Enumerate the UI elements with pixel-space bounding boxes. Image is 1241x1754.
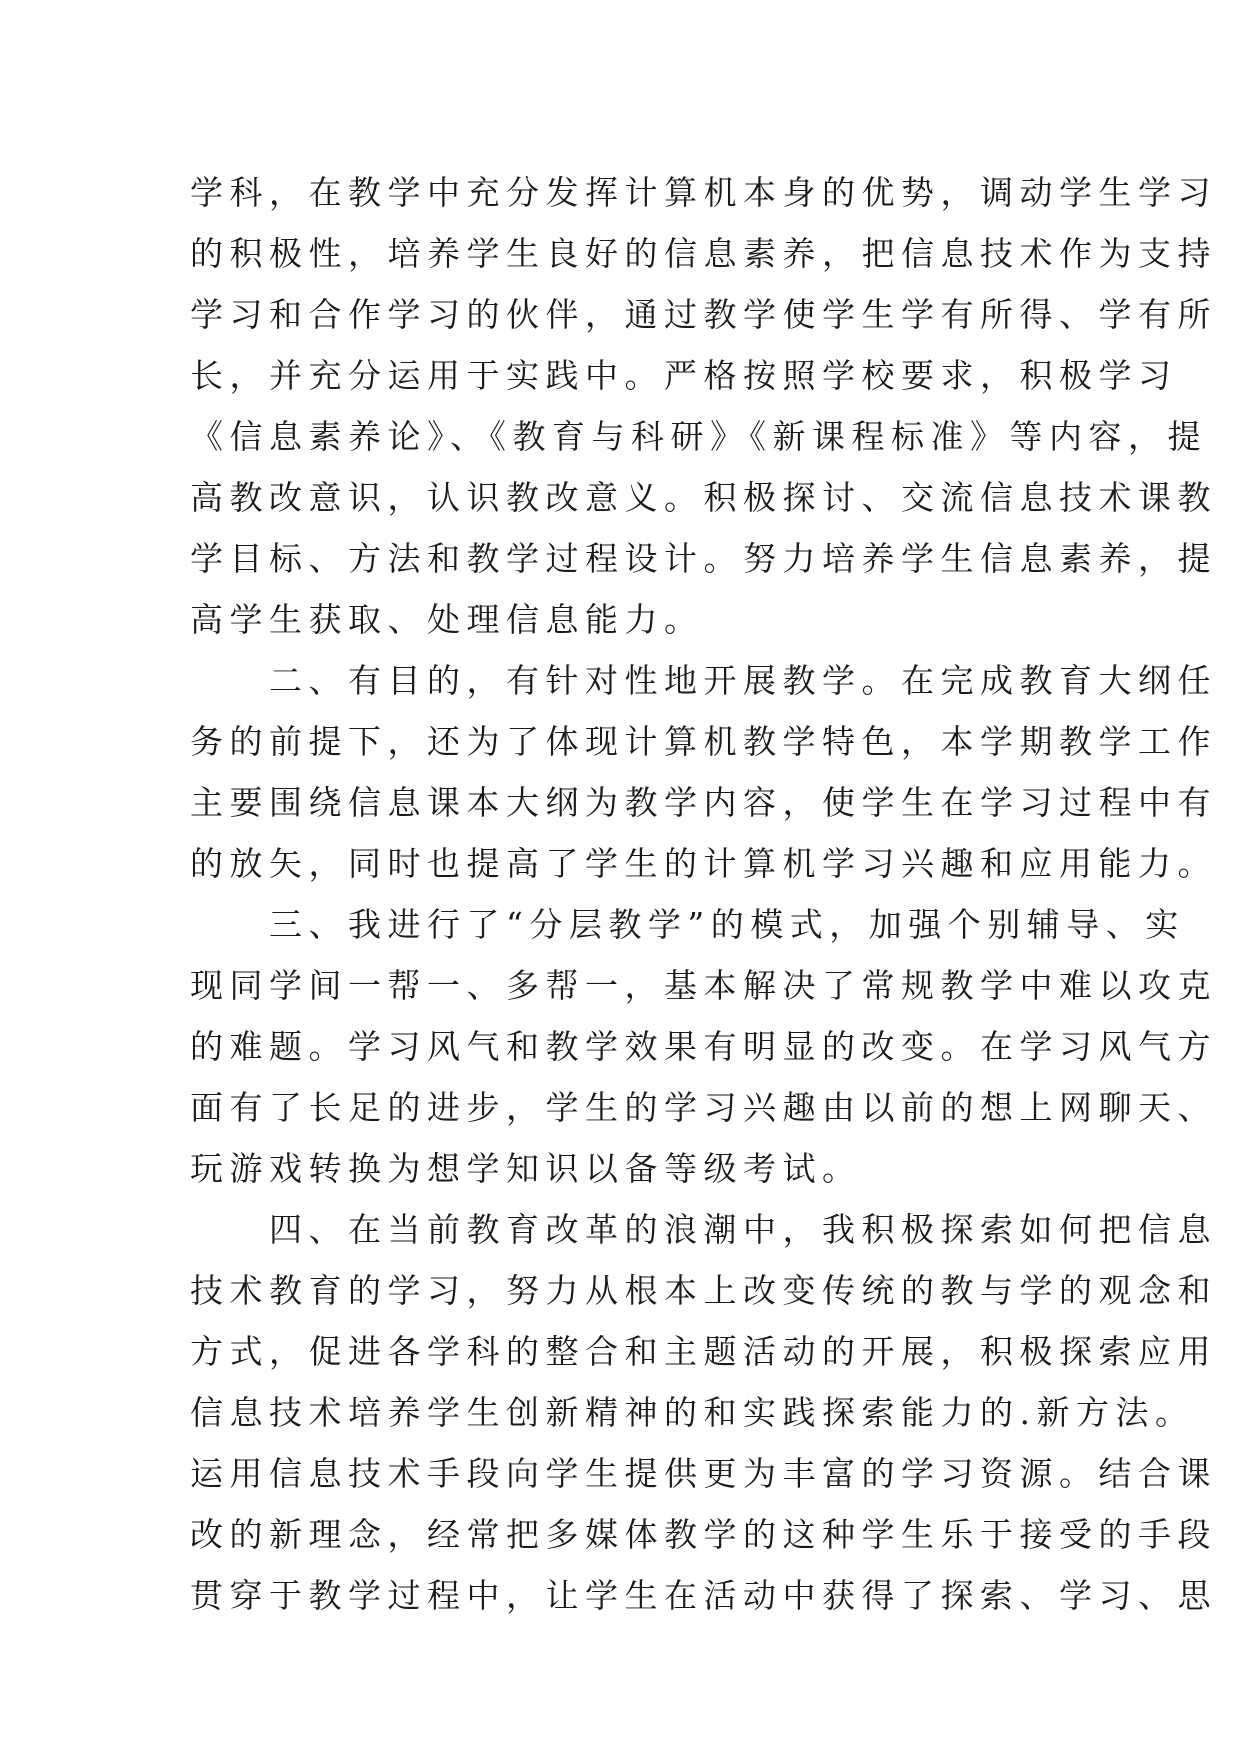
text-line: 学科，在教学中充分发挥计算机本身的优势，调动学生学习 [190, 173, 1217, 212]
text-line: 的放矢，同时也提高了学生的计算机学习兴趣和应用能力。 [190, 844, 1217, 883]
text-line: 现同学间一帮一、多帮一，基本解决了常规教学中难以攻克 [190, 966, 1217, 1005]
text-line: 贯穿于教学过程中，让学生在活动中获得了探索、学习、思 [190, 1576, 1217, 1615]
text-line: 高学生获取、处理信息能力。 [190, 600, 704, 639]
text-line: 高教改意识，认识教改意义。积极探讨、交流信息技术课教 [190, 478, 1217, 517]
text-line: 学目标、方法和教学过程设计。努力培养学生信息素养，提 [190, 539, 1217, 578]
text-line: 长，并充分运用于实践中。严格按照学校要求，积极学习 [190, 356, 1178, 395]
document-body [190, 162, 1217, 1626]
text-line: 学习和合作学习的伙伴，通过教学使学生学有所得、学有所 [190, 295, 1217, 334]
text-line: 方式，促进各学科的整合和主题活动的开展，积极探索应用 [190, 1332, 1217, 1371]
text-line: 技术教育的学习，努力从根本上改变传统的教与学的观念和 [190, 1271, 1217, 1310]
text-line: 的积极性，培养学生良好的信息素养，把信息技术作为支持 [190, 234, 1217, 273]
paragraph-start-line: 四、在当前教育改革的浪潮中，我积极探索如何把信息 [269, 1210, 1217, 1249]
text-line: 务的前提下，还为了体现计算机教学特色，本学期教学工作 [190, 722, 1217, 761]
text-line: 面有了长足的进步，学生的学习兴趣由以前的想上网聊天、 [190, 1088, 1217, 1127]
text-line: 信息技术培养学生创新精神的和实践探索能力的.新方法。 [190, 1393, 1195, 1432]
text-line: 改的新理念，经常把多媒体教学的这种学生乐于接受的手段 [190, 1515, 1217, 1554]
paragraph-start-line: 三、我进行了“分层教学”的模式，加强个别辅导、实 [269, 905, 1185, 944]
text-line: 玩游戏转换为想学知识以备等级考试。 [190, 1149, 862, 1188]
text-line: 主要围绕信息课本大纲为教学内容，使学生在学习过程中有 [190, 783, 1217, 822]
text-line: 运用信息技术手段向学生提供更为丰富的学习资源。结合课 [190, 1454, 1217, 1493]
text-line: 《信息素养论》、《教育与科研》《新课程标准》等内容，提 [190, 417, 1207, 456]
paragraph-start-line: 二、有目的，有针对性地开展教学。在完成教育大纲任 [269, 661, 1217, 700]
text-line: 的难题。学习风气和教学效果有明显的改变。在学习风气方 [190, 1027, 1217, 1066]
